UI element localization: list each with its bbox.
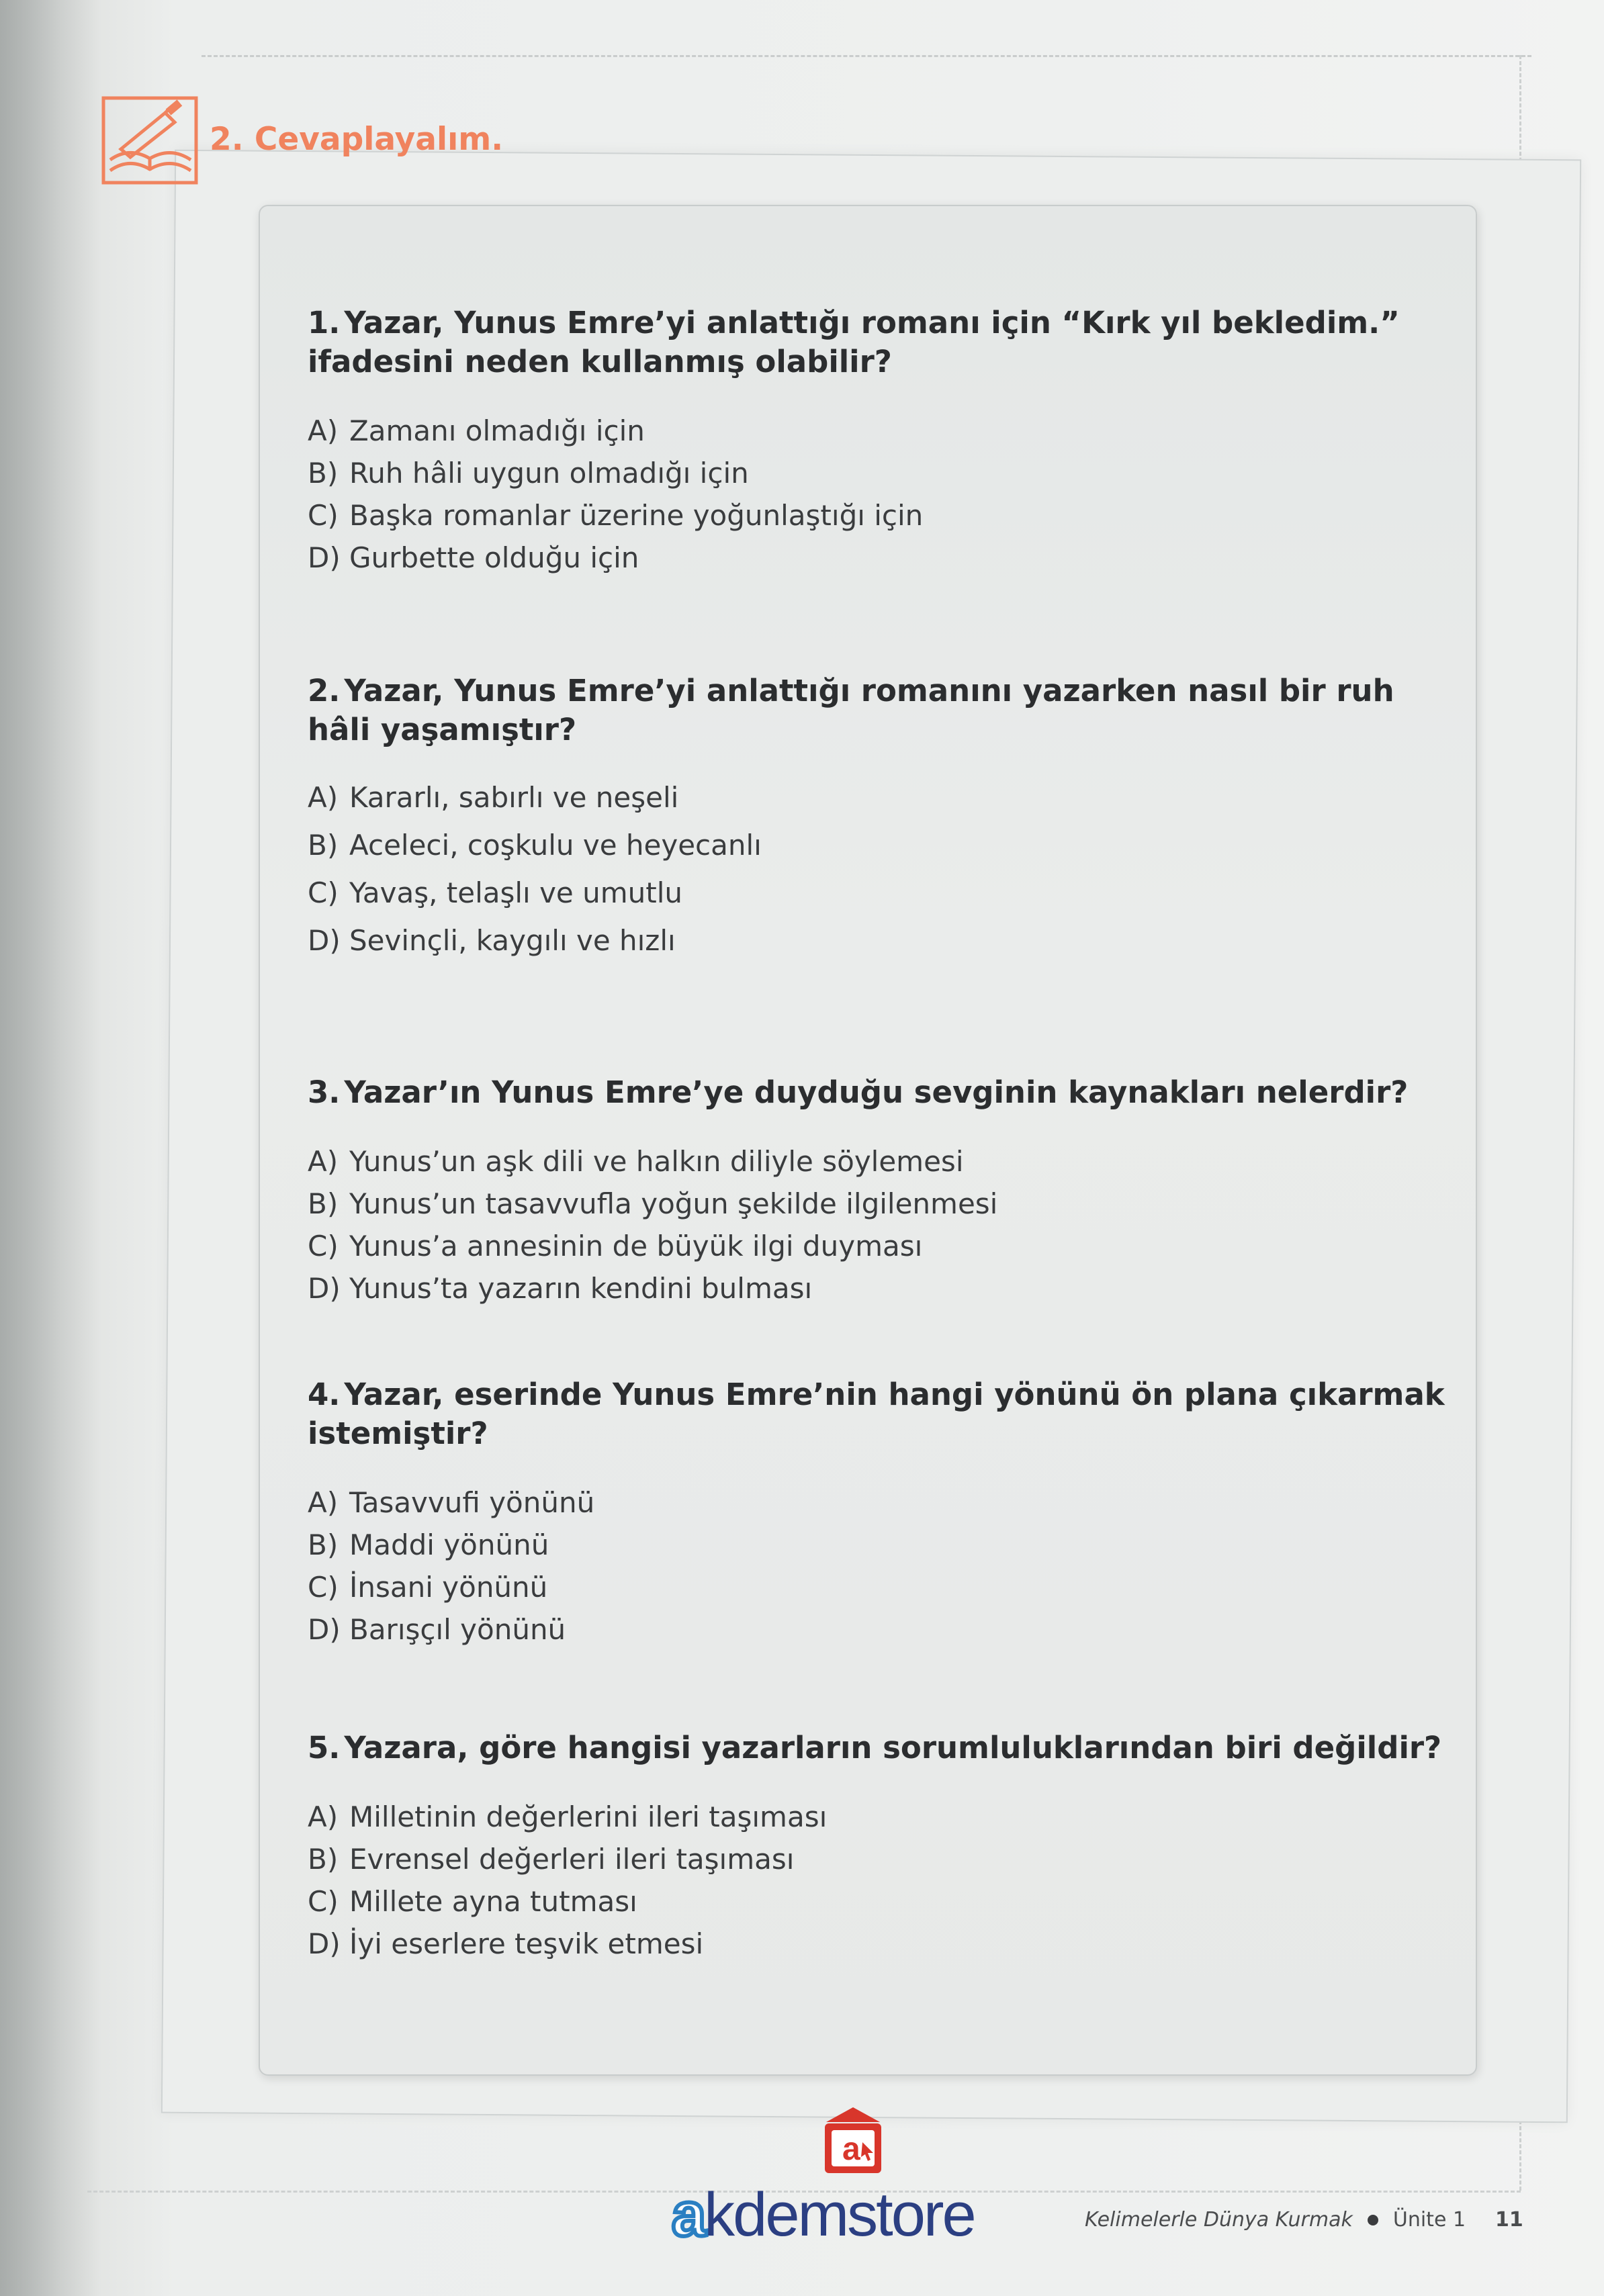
option-letter: D) <box>308 1613 341 1646</box>
option-letter: B) <box>308 1843 339 1876</box>
question-text <box>308 1073 1450 1112</box>
question-stem: Yazar, Yunus Emre’yi anlattığı romanını yazarken nasıl bir ruh hâli yaşamıştır? <box>308 673 1394 747</box>
section-title: 2. Cevaplayalım. <box>210 121 504 158</box>
footer-book-title: Kelimelerle Dünya Kurmak <box>1085 2208 1353 2232</box>
question-2 <box>308 672 1450 964</box>
option-text: İyi eserlere teşvik etmesi <box>349 1927 704 1960</box>
page-number: 11 <box>1495 2208 1523 2232</box>
option-text: Barışçıl yönünü <box>349 1613 566 1646</box>
option-text: Yunus’un aşk dili ve halkın diliyle söylemesi <box>349 1145 964 1178</box>
option-b[interactable] <box>308 821 1450 869</box>
open-book-with-pencil-icon <box>101 95 202 186</box>
option-list <box>308 410 1450 579</box>
option-letter: A) <box>308 781 339 814</box>
option-text: Aceleci, coşkulu ve heyecanlı <box>349 829 762 862</box>
question-4 <box>308 1375 1450 1651</box>
option-letter: D) <box>308 1927 341 1960</box>
option-list <box>308 1796 1450 1965</box>
option-letter: D) <box>308 924 341 957</box>
option-a[interactable] <box>308 774 1450 821</box>
option-letter: D) <box>308 1272 341 1305</box>
question-1 <box>308 304 1450 579</box>
question-stem: Yazar’ın Yunus Emre’ye duyduğu sevginin kaynakları nelerdir? <box>344 1074 1409 1110</box>
option-letter: C) <box>308 876 339 909</box>
option-letter: B) <box>308 829 339 862</box>
page-footer <box>1085 2208 1523 2232</box>
option-text: Yunus’un tasavvufla yoğun şekilde ilgilenmesi <box>349 1187 998 1220</box>
question-text <box>308 1375 1450 1453</box>
logo-text: kdemstore <box>704 2180 975 2249</box>
option-letter: A) <box>308 414 339 447</box>
option-text: Millete ayna tutması <box>349 1885 637 1918</box>
option-b[interactable] <box>308 1183 1450 1225</box>
option-text: Maddi yönünü <box>349 1528 549 1561</box>
question-number: 1. <box>308 305 341 340</box>
footer-separator-dot <box>1368 2215 1378 2225</box>
option-b[interactable] <box>308 1524 1450 1566</box>
option-list <box>308 1481 1450 1651</box>
question-number: 5. <box>308 1730 341 1765</box>
option-d[interactable] <box>308 1267 1450 1310</box>
option-d[interactable] <box>308 917 1450 964</box>
option-d[interactable] <box>308 1608 1450 1651</box>
question-stem: Yazar, Yunus Emre’yi anlattığı romanı için “Kırk yıl bekledim.” ifadesini neden kullanmış olabilir? <box>308 305 1400 379</box>
question-number: 3. <box>308 1074 341 1110</box>
option-text: İnsani yönünü <box>349 1571 548 1604</box>
option-text: Ruh hâli uygun olmadığı için <box>349 457 749 490</box>
question-5 <box>308 1729 1450 1965</box>
question-text <box>308 1729 1450 1767</box>
option-letter: A) <box>308 1486 339 1519</box>
option-text: Yavaş, telaşlı ve umutlu <box>349 876 683 909</box>
option-c[interactable] <box>308 869 1450 917</box>
option-letter: C) <box>308 1571 339 1604</box>
option-c[interactable] <box>308 1566 1450 1608</box>
option-letter: B) <box>308 1187 339 1220</box>
option-text: Başka romanlar üzerine yoğunlaştığı için <box>349 499 924 532</box>
section-header <box>101 95 638 186</box>
option-letter: A) <box>308 1145 339 1178</box>
option-d[interactable] <box>308 1923 1450 1965</box>
option-text: Yunus’ta yazarın kendini bulması <box>349 1272 813 1305</box>
option-text: Tasavvufi yönünü <box>349 1486 595 1519</box>
option-letter: C) <box>308 1230 339 1262</box>
logo-wordmark <box>672 2181 975 2248</box>
option-text: Milletinin değerlerini ileri taşıması <box>349 1800 828 1833</box>
option-letter: A) <box>308 1800 339 1833</box>
option-c[interactable] <box>308 1880 1450 1923</box>
book-with-cursor-logo-icon <box>813 2102 893 2183</box>
logo-letter: a <box>672 2180 705 2249</box>
question-number: 4. <box>308 1377 341 1412</box>
question-text <box>308 304 1450 381</box>
option-list <box>308 1140 1450 1310</box>
question-stem: Yazar, eserinde Yunus Emre’nin hangi yönünü ön plana çıkarmak istemiştir? <box>308 1377 1445 1451</box>
option-letter: C) <box>308 1885 339 1918</box>
option-text: Sevinçli, kaygılı ve hızlı <box>349 924 676 957</box>
option-text: Kararlı, sabırlı ve neşeli <box>349 781 679 814</box>
option-text: Zamanı olmadığı için <box>349 414 645 447</box>
option-letter: D) <box>308 541 341 574</box>
option-letter: B) <box>308 457 339 490</box>
question-stem: Yazara, göre hangisi yazarların sorumluluklarından biri değildir? <box>344 1730 1442 1765</box>
question-text <box>308 672 1450 749</box>
question-3 <box>308 1073 1450 1310</box>
option-letter: C) <box>308 499 339 532</box>
option-a[interactable] <box>308 1481 1450 1524</box>
svg-text:a: a <box>842 2131 860 2167</box>
option-a[interactable] <box>308 1796 1450 1838</box>
dashed-border-top <box>202 55 1531 57</box>
option-text: Yunus’a annesinin de büyük ilgi duyması <box>349 1230 923 1262</box>
akdemstore-logo[interactable] <box>672 2102 1048 2250</box>
option-c[interactable] <box>308 1225 1450 1267</box>
binding-shadow <box>0 0 101 2296</box>
option-d[interactable] <box>308 537 1450 579</box>
option-a[interactable] <box>308 410 1450 452</box>
option-letter: B) <box>308 1528 339 1561</box>
option-a[interactable] <box>308 1140 1450 1183</box>
option-b[interactable] <box>308 1838 1450 1880</box>
option-text: Evrensel değerleri ileri taşıması <box>349 1843 795 1876</box>
option-b[interactable] <box>308 452 1450 494</box>
question-number: 2. <box>308 673 341 708</box>
option-c[interactable] <box>308 494 1450 537</box>
footer-unit: Ünite 1 <box>1392 2208 1466 2232</box>
option-list <box>308 774 1450 964</box>
option-text: Gurbette olduğu için <box>349 541 639 574</box>
